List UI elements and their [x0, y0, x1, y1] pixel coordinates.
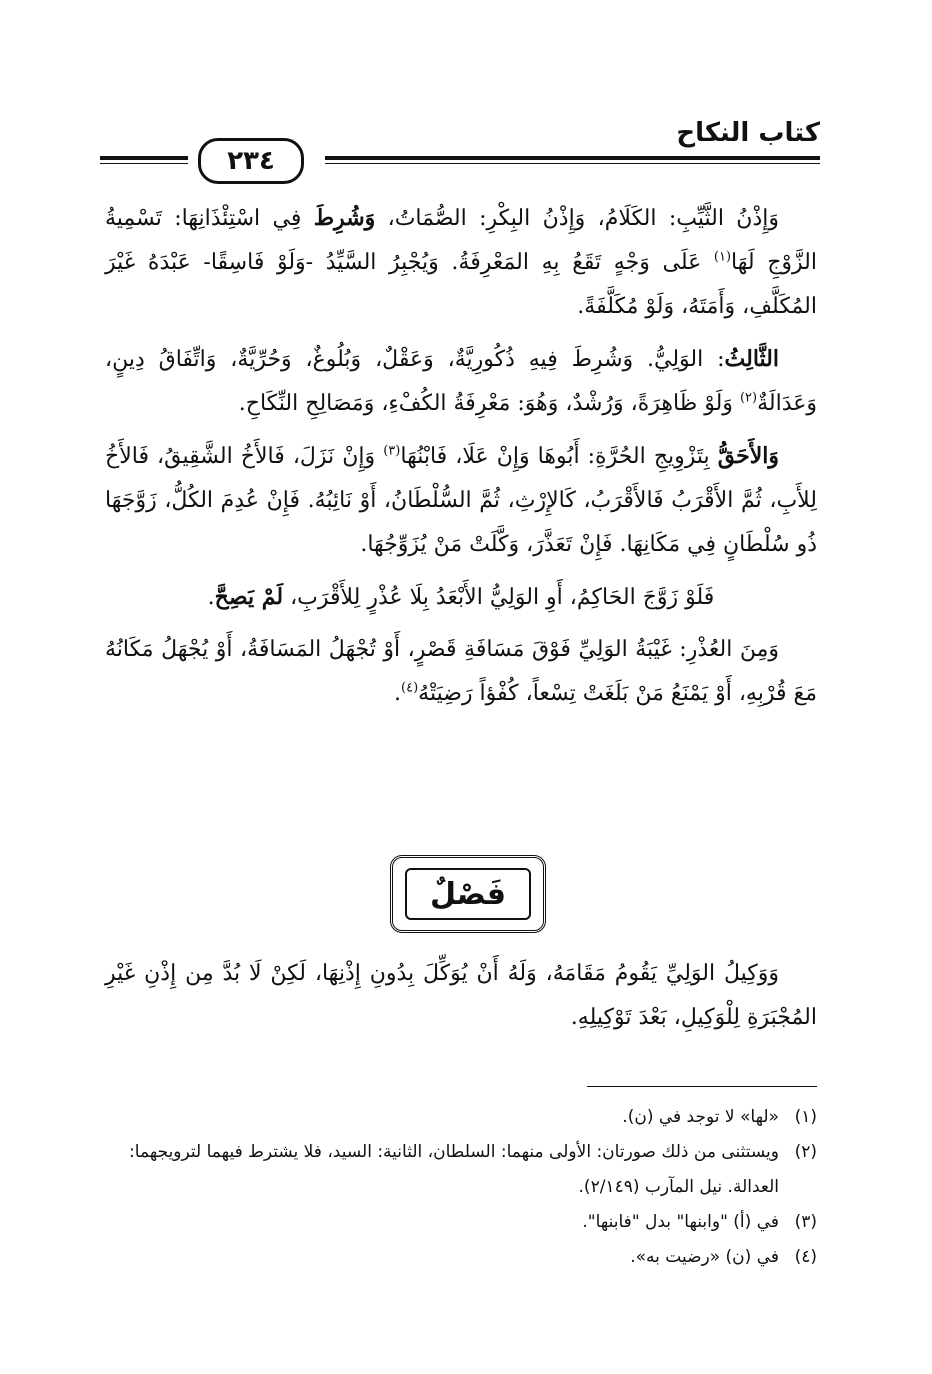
- paragraph: [105, 337, 817, 426]
- footnote-text: في (ن) «رضيت به».: [630, 1247, 779, 1267]
- footnote-ref: (٣): [383, 443, 401, 459]
- text-run: عَلَى وَجْهٍ تَقَعُ بِهِ المَعْرِفَةُ. وَيُجْبِرُ السَّيِّدُ -وَلَوْ فَاسِقًا- عَبْدَهُ غَيْرَ المُكَلَّفِ، وَأَمَتَهُ، وَلَوْ مُكَلَّفَةً.: [105, 250, 817, 319]
- header-left-rule-thin: [100, 163, 188, 164]
- closing-text: [105, 952, 817, 1040]
- footnote: [105, 1100, 817, 1135]
- main-text: [105, 196, 817, 716]
- footnote-ref: (٤): [401, 680, 419, 696]
- paragraph: [105, 196, 817, 329]
- paragraph: [105, 628, 817, 716]
- footnote-divider: [587, 1086, 817, 1087]
- section-heading-frame: [390, 855, 546, 933]
- text-run: وَمِنَ العُذْرِ: غَيْبَةُ الوَلِيِّ فَوْقَ مَسَافَةِ قَصْرٍ، أَوْ تُجْهَلُ المَسَافَةُ، أَوْ يُجْهَلُ مَكَانُهُ مَعَ قُرْبِهِ، أَوْ يَمْنَعُ مَنْ بَلَغَتْ تِسْعاً، كُفْؤاً رَضِيَتْهُ: [105, 637, 817, 706]
- closing-paragraph: وَوَكِيلُ الوَلِيِّ يَقُومُ مَقَامَهُ، وَلَهُ أَنْ يُوَكِّلَ بِدُونِ إِذْنِهَا، لَكِنْ لَا بُدَّ مِن إِذْنِ غَيْرِ المُجْبَرَةِ لِلْوَكِيلِ، بَعْدَ تَوْكِيلِهِ.: [105, 961, 817, 1030]
- footnotes: [105, 1100, 817, 1275]
- text-run: وَإِذْنُ الثَّيِّبِ: الكَلَامُ، وَإِذْنُ البِكْرِ: الصُّمَاتُ،: [375, 206, 779, 231]
- bold-term: لَمْ يَصِحَّ: [214, 584, 284, 610]
- footnote-text: ويستثنى من ذلك صورتان: الأولى منهما: السلطان، الثانية: السيد، فلا يشترط فيهما لترويجهما: العدالة. نيل المآرب (٢/١٤٩).: [129, 1142, 779, 1197]
- footnote-number: (٣): [794, 1212, 817, 1232]
- header-left-rule: [100, 156, 188, 160]
- text-run: وَلَوْ ظَاهِرَةً، وَرُشْدٌ، وَهُوَ: مَعْرِفَةُ الكُفْءِ، وَمَصَالِحِ النِّكَاحِ.: [238, 391, 740, 416]
- text-run: فِي اسْتِئْذَانِهَا: تَسْمِيةُ الزَّوْجِ لَهَا: [105, 206, 817, 275]
- section-heading: فَصْلٌ: [405, 868, 531, 920]
- book-title: كتاب النكاح: [676, 118, 820, 148]
- footnote-text: في (أ) "وابنها" بدل "فابنها".: [582, 1212, 779, 1232]
- footnote: [105, 1135, 817, 1205]
- text-run: .: [207, 585, 215, 610]
- footnote: [105, 1205, 817, 1240]
- bold-term: وَشُرِطَ: [313, 205, 376, 231]
- footnote: [105, 1240, 817, 1275]
- text-run: : الوَلِيُّ. وَشُرِطَ فِيهِ ذُكُورِيَّةٌ، وَعَقْلٌ، وَبُلُوغٌ، وَحُرِّيَّةٌ، وَاتِّفَاقُ دِينٍ، وَعَدَالَةٌ: [105, 347, 817, 416]
- page-header: [100, 98, 820, 176]
- text-run: بِتَزْوِيجِ الحُرَّةِ: أَبُوهَا وَإِنْ عَلَا، فَابْنُهَا: [400, 444, 718, 469]
- paragraph: [105, 575, 817, 620]
- text-run: وَإِنْ نَزَلَ، فَالأَخُ الشَّقِيقُ، فَالأَخُ لِلأَبِ، ثُمَّ الأَقْرَبُ فَالأَقْرَبُ، كَالإِرْثِ، ثُمَّ السُّلْطَانُ، أَوْ نَائِبُهُ. فَإِنْ عُدِمَ الكُلُّ، زَوَّجَهَا ذُو سُلْطَانٍ فِي مَكَانِهَا. فَإِنْ تَعَذَّرَ، وَكَّلَتْ مَنْ يُزَوِّجُهَا.: [105, 444, 817, 557]
- header-rule: [325, 156, 820, 160]
- text-run: فَلَوْ زَوَّجَ الحَاكِمُ، أَوِ الوَلِيُّ الأَبْعَدُ بِلَا عُذْرٍ لِلأَقْرَبِ،: [283, 585, 715, 610]
- footnote-number: (٤): [794, 1247, 817, 1267]
- footnote-text: «لها» لا توجد في (ن).: [622, 1107, 779, 1127]
- bold-term: وَالأَحَقُّ: [717, 443, 779, 469]
- paragraph: [105, 434, 817, 567]
- footnote-number: (٢): [794, 1142, 817, 1162]
- page-number: ٢٣٤: [198, 138, 304, 184]
- text-run: .: [394, 681, 402, 706]
- footnote-ref: (١): [713, 249, 732, 265]
- footnote-ref: (٢): [739, 390, 758, 406]
- footnote-number: (١): [794, 1107, 817, 1127]
- bold-term: الثَّالِثُ: [724, 346, 779, 372]
- header-rule-thin: [325, 163, 820, 164]
